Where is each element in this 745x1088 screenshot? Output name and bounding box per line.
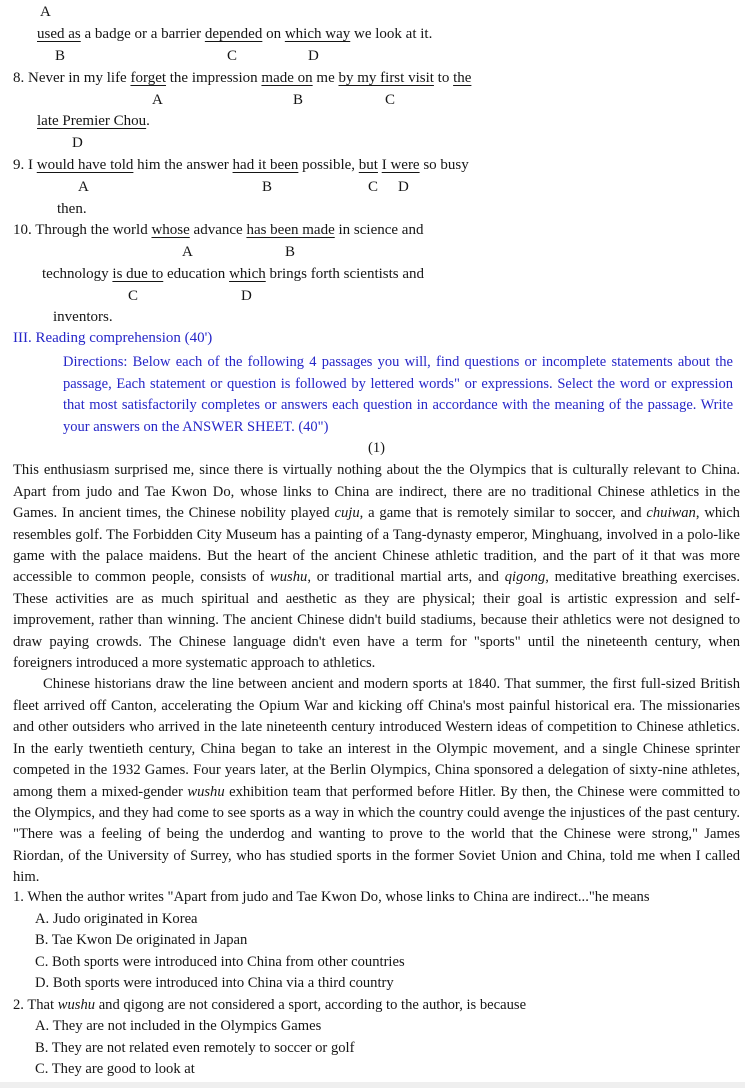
passage-paragraph-2	[13, 674, 740, 888]
sentence-text: a badge or a barrier	[80, 26, 205, 42]
questions-block	[13, 887, 740, 1083]
answer-letter-c: C	[368, 179, 379, 195]
passage-text: , which resembles golf. The Forbidden City Museum has a painting of a Tang-dynasty emperor, Minghuang, involved in a polo-like game with the palace maidens. But the heart of the ancient Chinese athletic tradition, and the part of it that was more accessible to common people, consists of	[13, 505, 740, 586]
italic-term: cuju	[334, 505, 360, 522]
q9-sentence-line1	[13, 157, 469, 174]
question-2-option-b: B. They are not related even remotely to soccer or golf	[35, 1039, 355, 1056]
section-heading: III. Reading comprehension (40')	[13, 330, 213, 346]
italic-term: wushu	[187, 783, 225, 800]
q7-answer-letters	[0, 48, 745, 66]
sentence-text: to	[433, 70, 454, 86]
underlined-phrase: whose	[151, 222, 190, 238]
q10-sentence-line2	[42, 266, 424, 283]
underlined-phrase: forget	[130, 70, 167, 86]
q10-sentence-line1	[13, 222, 423, 239]
sentence-text: advance	[189, 222, 247, 238]
sentence-text: 9. I	[13, 157, 37, 173]
answer-letter-b: B	[55, 48, 66, 64]
passage-text: , meditative breathing exercises. These activities are as much spiritual and aesthetic as they are physical; their goal is artistic expression and self-improvement, rather than winning. The ancient Chinese didn't build stadiums, because their athletics were not designed to draw paying crowds. The Chinese language didn't even have a term for "sports" until the nineteenth century, when foreigners introduced a more systematic approach to athletics.	[13, 569, 740, 672]
q10-sentence-line3: inventors.	[53, 309, 113, 325]
sentence-text: brings forth scientists and	[265, 266, 425, 282]
underlined-phrase: made on	[261, 70, 313, 86]
underlined-phrase: the	[453, 70, 472, 86]
sentence-text: .	[146, 113, 150, 129]
sentence-text: on	[262, 26, 285, 42]
sentence-text: education	[163, 266, 230, 282]
q10-answer-letters-2	[0, 288, 745, 306]
question-1-option-a: A. Judo originated in Korea	[35, 910, 198, 927]
q8-sentence-line2	[37, 113, 150, 130]
sentence-text: in science and	[334, 222, 424, 238]
passage-number: (1)	[367, 440, 386, 456]
sentence-text: him the answer	[133, 157, 233, 173]
q8-answer-letters-1	[0, 92, 745, 110]
underlined-phrase: has been made	[246, 222, 335, 238]
underlined-phrase: would have told	[36, 157, 134, 173]
answer-letter-c: C	[128, 288, 139, 304]
passage-paragraph-1	[13, 460, 740, 674]
question-2-option-c: C. They are good to look at	[35, 1061, 195, 1077]
answer-letter-d: D	[398, 179, 409, 195]
sentence-text: me	[312, 70, 339, 86]
underlined-phrase: which	[229, 266, 266, 282]
underlined-phrase: used as	[37, 26, 81, 42]
question-text: 2. That	[13, 996, 58, 1013]
sentence-text: technology	[42, 266, 113, 282]
answer-letter-d: D	[308, 48, 319, 64]
answer-letter-a: A	[182, 244, 193, 260]
question-1-stem: 1. When the author writes "Apart from judo and Tae Kwon Do, whose links to China are indirect..."he means	[13, 889, 650, 905]
underlined-phrase: late Premier Chou	[37, 113, 147, 129]
underlined-phrase: by my first visit	[338, 70, 434, 86]
answer-letter-b: B	[285, 244, 296, 260]
question-2-stem	[13, 995, 740, 1017]
sentence-text: we look at it.	[350, 26, 433, 42]
answer-letter-d: D	[241, 288, 252, 304]
question-1-option-b: B. Tae Kwon De originated in Japan	[35, 932, 248, 948]
q10-answer-letters-1	[0, 244, 745, 262]
underlined-phrase: depended	[204, 26, 263, 42]
question-text: and qigong are not considered a sport, according to the author, is because	[95, 996, 527, 1013]
directions-text: Directions: Below each of the following 4 passages you will, find questions or incomplete statements about the passage, Each statement or question is followed by lettered words" or expressions. Select the word or expression that most satisfactorily completes or answers each question in accordance with the meaning of the passage. Write your answers on the ANSWER SHEET. (40")	[63, 354, 733, 435]
passage-text: exhibition team that performed before Hitler. By then, the Chinese were committed to the Olympics, and they had come to see sports as a way in which the country could avenge the injustices of the past century. "There was a feeling of being the underdog and wanting to prove to the world that the Chinese were strong," James Riordan, of the University of Surrey, who has studied sports in the former Soviet Union and China, told me when I called him.	[13, 783, 740, 886]
passage-text: , a game that is remotely similar to soccer, and	[359, 505, 647, 522]
answer-letter-c: C	[385, 92, 396, 108]
sentence-text: so busy	[419, 157, 469, 173]
italic-term: wushu	[57, 996, 96, 1013]
answer-letter-a: A	[152, 92, 163, 108]
underlined-phrase: I were	[381, 157, 420, 173]
sentence-text: 10. Through the world	[13, 222, 152, 238]
answer-letter-c: C	[227, 48, 238, 64]
question-1-option-d: D. Both sports were introduced into China via a third country	[35, 975, 394, 991]
passage-text: This enthusiasm surprised me, since there is virtually nothing about the the Olympics that is culturally relevant to China. Apart from judo and Tae Kwon Do, whose links to China are indirect, there are no traditional Chinese athletics in the Games. In ancient times, the Chinese nobility played	[13, 462, 740, 522]
sentence-text: the impression	[166, 70, 262, 86]
answer-letter-a: A	[78, 179, 89, 195]
q8-answer-letters-2	[0, 135, 745, 153]
q7-marker-a: A	[40, 4, 51, 20]
answer-letter-d: D	[72, 135, 83, 151]
q9-answer-letters	[0, 179, 745, 197]
sentence-text: 8. Never in my life	[13, 70, 131, 86]
italic-term: chuiwan	[646, 505, 696, 522]
bottom-edge-strip	[0, 1082, 745, 1088]
answer-letter-b: B	[293, 92, 304, 108]
underlined-phrase: is due to	[112, 266, 164, 282]
underlined-phrase: but	[358, 157, 378, 173]
q7-sentence-line	[37, 26, 432, 43]
answer-letter-b: B	[262, 179, 273, 195]
passage-text: Chinese historians draw the line between ancient and modern sports at 1840. That summer, the first full-sized British fleet arrived off Canton, accelerating the Opium War and kicking off China's most painful historical era. The missionaries and other outsiders who arrived in the late nineteenth century introduced Western ideas of competition to Chinese athletics. In the early twentieth century, China began to take an interest in the Olympic movement, and a single Chinese sprinter competed in the 1932 Games. Four years later, at the Berlin Olympics, China sponsored a delegation of sixty-nine athletes, among them a mixed-gender	[13, 676, 740, 800]
italic-term: qigong	[504, 569, 546, 586]
underlined-phrase: which way	[284, 26, 351, 42]
underlined-phrase: had it been	[232, 157, 299, 173]
italic-term: wushu	[270, 569, 308, 586]
passage-text: , or traditional martial arts, and	[307, 569, 505, 586]
question-2-option-a: A. They are not included in the Olympics Games	[35, 1018, 322, 1034]
sentence-text: possible,	[298, 157, 359, 173]
q8-sentence-line1	[13, 70, 471, 87]
question-1-option-c: C. Both sports were introduced into China from other countries	[35, 953, 405, 970]
passage-block	[13, 438, 740, 888]
q9-sentence-line2: then.	[57, 201, 87, 217]
